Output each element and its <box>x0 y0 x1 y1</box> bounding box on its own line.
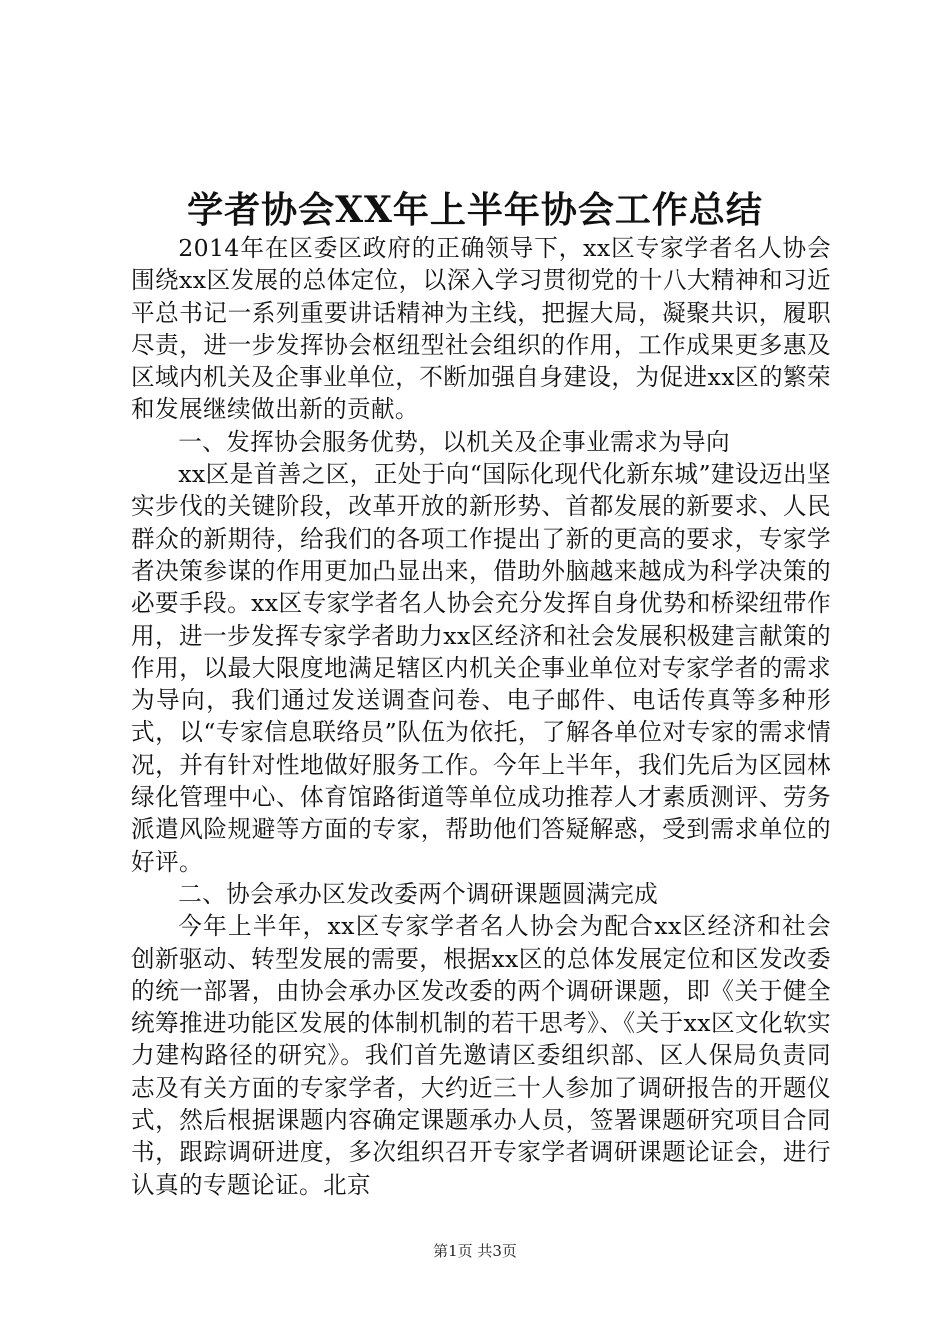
section-1-paragraph: xx区是首善之区，正处于向“国际化现代化新东城”建设迈出坚实步伐的关键阶段，改革开放的新形势、首都发展的新要求、人民群众的新期待，给我们的各项工作提出了新的更高的要求，专家学者决策参谋的作用更加凸显出来，借助外脑越来越成为科学决策的必要手段。xx区专家学者名人协会充分发挥自身优势和桥梁纽带作用，进一步发挥专家学者助力xx区经济和社会发展积极建言献策的作用，以最大限度地满足辖区内机关企事业单位对专家学者的需求为导向，我们通过发送调查问卷、电子邮件、电话传真等多种形式，以“专家信息联络员”队伍为依托，了解各单位对专家的需求情况，并有针对性地做好服务工作。今年上半年，我们先后为区园林绿化管理中心、体育馆路街道等单位成功推荐人才素质测评、劳务派遣风险规避等方面的专家，帮助他们答疑解惑，受到需求单位的好评。 <box>131 460 831 876</box>
section-2-paragraph: 今年上半年，xx区专家学者名人协会为配合xx区经济和社会创新驱动、转型发展的需要，根据xx区的总体发展定位和区发改委的统一部署，由协会承办区发改委的两个调研课题，即《关于健全统筹推进功能区发展的体制机制的若干思考》、《关于xx区文化软实力建构路径的研究》。我们首先邀请区委组织部、区人保局负责同志及有关方面的专家学者，大约近三十人参加了调研报告的开题仪式，然后根据课题内容确定课题承办人员，签署课题研究项目合同书，跟踪调研进度，多次组织召开专家学者调研课题论证会，进行认真的专题论证。北京 <box>131 912 831 1199</box>
document-title: 学者协会XX年上半年协会工作总结 <box>187 189 763 231</box>
page-number-footer: 第1页 共3页 <box>433 1242 517 1260</box>
section-heading-2: 二、协会承办区发改委两个调研课题圆满完成 <box>178 879 659 908</box>
intro-paragraph: 2014年在区委区政府的正确领导下，xx区专家学者名人协会围绕xx区发展的总体定位，以深入学习贯彻党的十八大精神和习近平总书记一系列重要讲话精神为主线，把握大局，凝聚共识，履职尽责，进一步发挥协会枢纽型社会组织的作用，工作成果更多惠及区域内机关及企事业单位，不断加强自身建设，为促进xx区的繁荣和发展继续做出新的贡献。 <box>131 234 831 424</box>
section-heading-1: 一、发挥协会服务优势，以机关及企事业需求为导向 <box>178 427 731 456</box>
document-body <box>131 232 831 1201</box>
